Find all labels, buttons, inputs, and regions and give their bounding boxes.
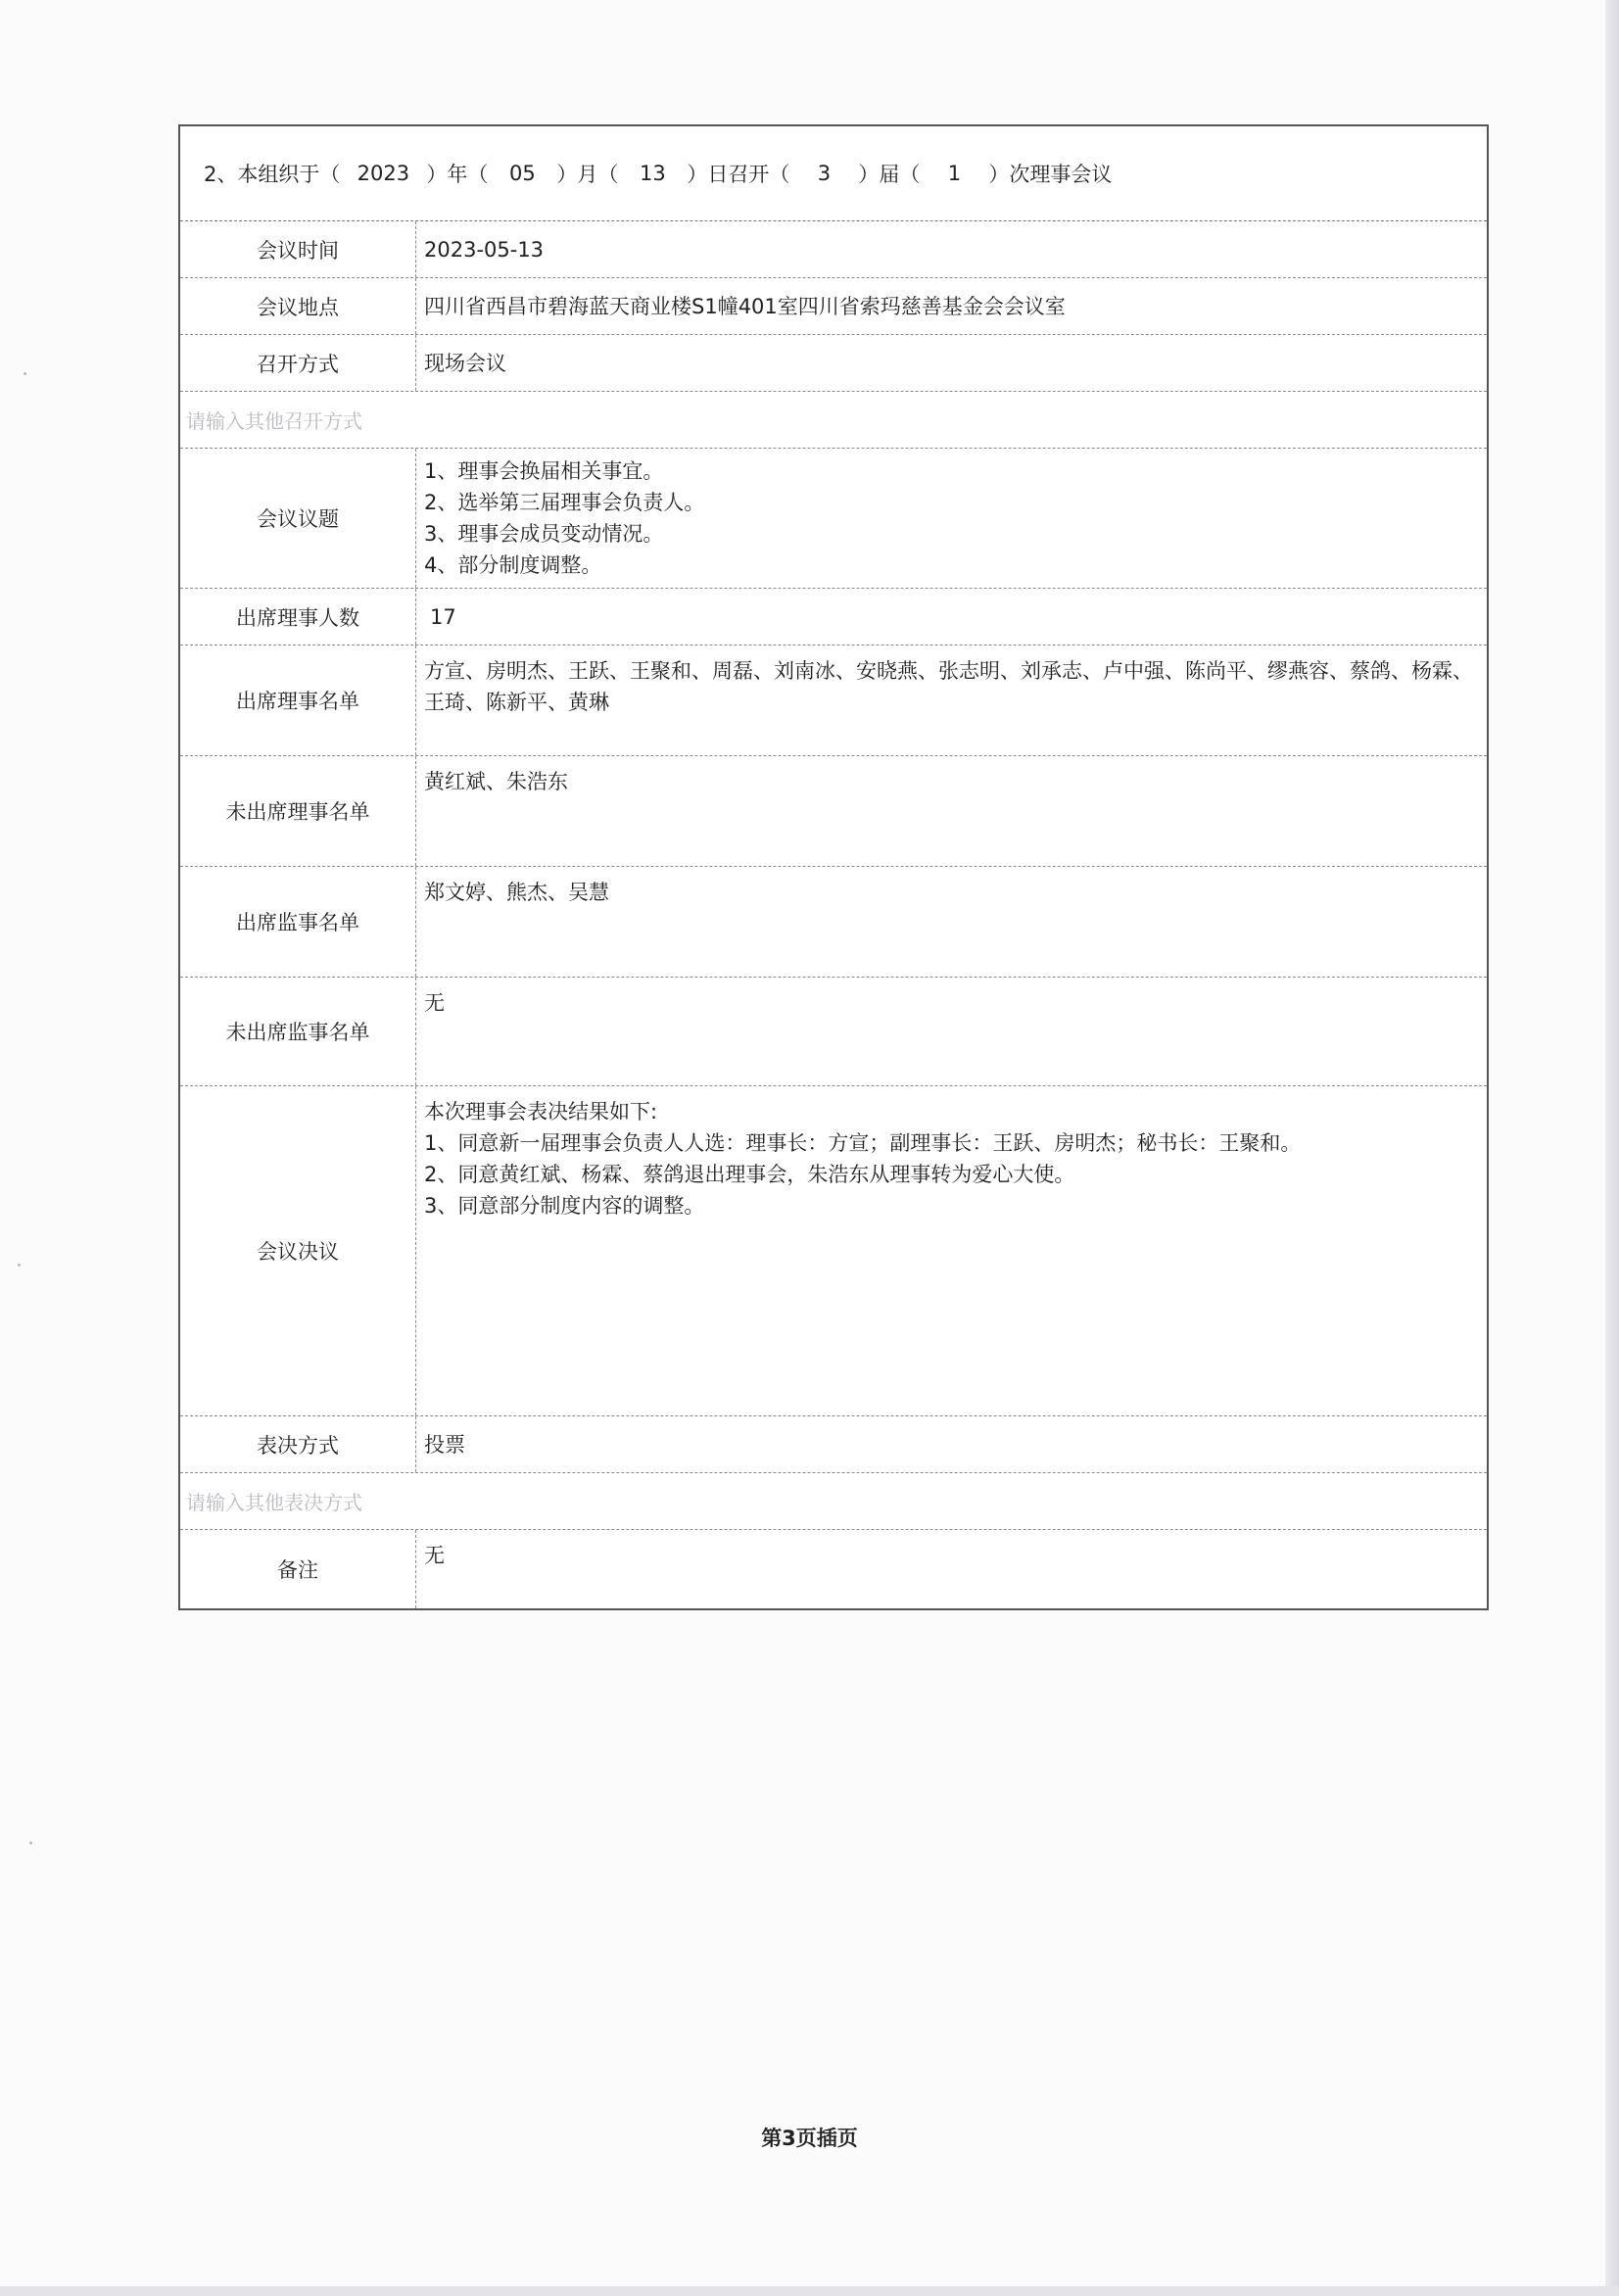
absent-list-value: 黄红斌、朱浩东	[424, 770, 568, 793]
meeting-header	[180, 126, 1487, 221]
row-other-vote	[180, 1473, 1487, 1530]
supervisors-value: 郑文婷、熊杰、吴慧	[424, 881, 609, 904]
header-month-suffix: ）月（	[556, 163, 619, 186]
meeting-method-value: 现场会议	[424, 351, 506, 375]
vote-method-label: 表决方式	[180, 1416, 416, 1472]
meeting-time-value: 2023-05-13	[424, 237, 545, 262]
page-footer: 第3页插页	[761, 2127, 858, 2150]
scan-speck	[24, 372, 26, 375]
row-meeting-method	[180, 335, 1487, 392]
scan-speck	[18, 1264, 21, 1267]
other-method-input[interactable]: 请输入其他召开方式	[186, 409, 362, 433]
meeting-place-value: 四川省西昌市碧海蓝天商业楼S1幢401室四川省索玛慈善基金会会议室	[424, 294, 1066, 318]
header-session-suffix: ）届（	[858, 163, 921, 186]
scan-speck	[29, 1842, 32, 1844]
scan-edge-right	[1605, 0, 1619, 2296]
row-supervisors	[180, 867, 1487, 978]
topic-line: 3、理事会成员变动情况。	[424, 522, 664, 546]
meeting-topics-value	[416, 449, 1487, 588]
row-attend-count	[180, 589, 1487, 646]
row-remark	[180, 1530, 1487, 1608]
resolution-line: 2、同意黄红斌、杨霖、蔡鸽退出理事会，朱浩东从理事转为爱心大使。	[424, 1163, 1075, 1186]
header-prefix: 2、本组织于（	[204, 163, 341, 186]
resolution-line: 3、同意部分制度内容的调整。	[424, 1194, 705, 1218]
scan-edge-bottom	[0, 2286, 1619, 2296]
header-session: 3	[817, 162, 832, 185]
remark-value: 无	[424, 1544, 445, 1567]
supervisors-label: 出席监事名单	[180, 867, 416, 977]
row-meeting-place	[180, 278, 1487, 335]
resolution-line: 本次理事会表决结果如下:	[424, 1100, 658, 1124]
absent-list-label: 未出席理事名单	[180, 756, 416, 866]
topic-line: 4、部分制度调整。	[424, 553, 602, 577]
absent-supervisors-value: 无	[424, 991, 445, 1015]
row-resolution	[180, 1086, 1487, 1416]
row-vote-method	[180, 1416, 1487, 1473]
resolution-value	[416, 1086, 1487, 1415]
meeting-topics-label: 会议议题	[180, 449, 416, 588]
resolution-label: 会议决议	[180, 1086, 416, 1415]
remark-label: 备注	[180, 1530, 416, 1608]
other-vote-input[interactable]: 请输入其他表决方式	[186, 1491, 362, 1514]
row-other-method	[180, 392, 1487, 449]
meeting-method-label: 召开方式	[180, 335, 416, 391]
header-day: 13	[640, 162, 666, 185]
row-meeting-topics	[180, 449, 1487, 589]
attend-count-label: 出席理事人数	[180, 589, 416, 645]
attend-list-value: 方宣、房明杰、王跃、王聚和、周磊、刘南冰、安晓燕、张志明、刘承志、卢中强、陈尚平、缪燕容、蔡鸽、杨霖、王琦、陈新平、黄琳	[424, 659, 1473, 714]
row-absent-supervisors	[180, 978, 1487, 1086]
header-year: 2023	[357, 162, 410, 185]
header-count: 1	[947, 162, 962, 185]
row-attend-list	[180, 646, 1487, 756]
meeting-record-table	[178, 124, 1489, 1610]
topic-line: 2、选举第三届理事会负责人。	[424, 491, 705, 514]
vote-method-value: 投票	[424, 1432, 465, 1457]
topic-line: 1、理事会换届相关事宜。	[424, 459, 664, 483]
resolution-line: 1、同意新一届理事会负责人人选：理事长：方宣；副理事长：王跃、房明杰；秘书长：王聚和。	[424, 1131, 1302, 1155]
row-absent-list	[180, 756, 1487, 867]
row-meeting-time	[180, 221, 1487, 278]
header-day-suffix: ）日召开（	[687, 163, 790, 186]
header-count-suffix: ）次理事会议	[988, 163, 1113, 186]
header-year-suffix: ）年（	[426, 163, 489, 186]
attend-count-value: 17	[430, 604, 456, 629]
attend-list-label: 出席理事名单	[180, 646, 416, 755]
meeting-place-label: 会议地点	[180, 278, 416, 334]
header-month: 05	[509, 162, 536, 185]
meeting-time-label: 会议时间	[180, 221, 416, 277]
absent-supervisors-label: 未出席监事名单	[180, 978, 416, 1085]
